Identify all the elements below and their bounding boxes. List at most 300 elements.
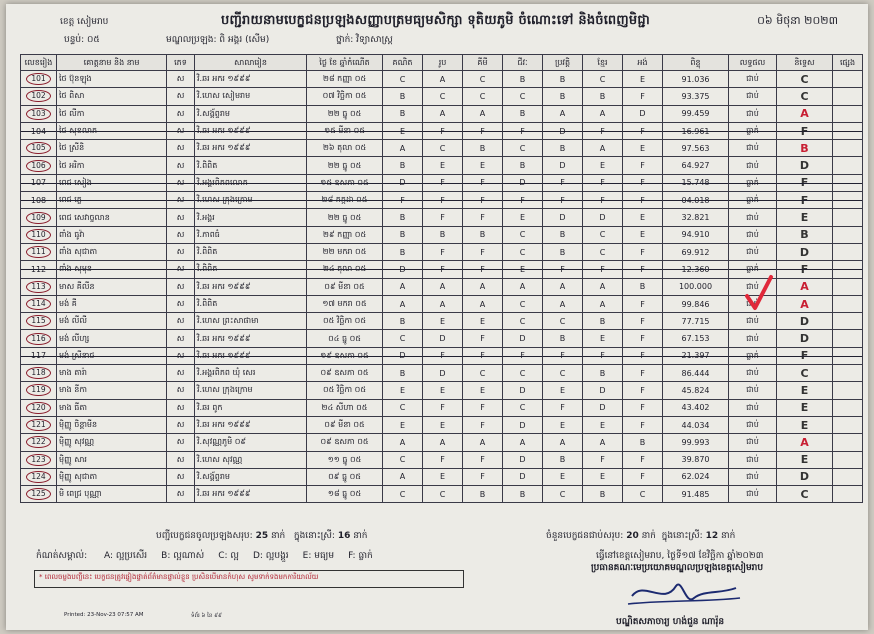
subject-grade: F [583, 192, 623, 209]
table-row [21, 486, 863, 503]
overall-grade-cell [777, 261, 833, 278]
candidate-school: វិ.អង្គរពិភព ឃុំ សេរ [195, 365, 307, 382]
subject-grade: F [423, 347, 463, 364]
candidate-dob: ០៩ មីនា ០៥ [307, 416, 383, 433]
candidate-school: វិ.ឆរ អករ ១៩៩៩ [195, 71, 307, 88]
subject-grade: F [423, 209, 463, 226]
overall-grade: A [800, 280, 809, 294]
subject-grade: D [423, 365, 463, 382]
remarks-cell [833, 434, 863, 451]
subject-grade: E [383, 416, 423, 433]
row-number: 103 [26, 108, 50, 120]
province-label: ខេត្ត សៀមរាប [60, 17, 109, 27]
total-score: 45.824 [663, 382, 729, 399]
overall-grade: E [800, 418, 809, 432]
legend-item: E: មធ្យម [302, 551, 335, 561]
candidate-dob: ១៥ ឧសភា ០៥ [307, 174, 383, 191]
overall-grade: E [800, 453, 809, 467]
subject-grade: F [623, 313, 663, 330]
overall-grade-cell [777, 71, 833, 88]
row-number: 109 [26, 212, 50, 224]
table-row [21, 468, 863, 485]
total-unit: នាក់ [270, 531, 286, 541]
total-score: 77.715 [663, 313, 729, 330]
remarks-cell [833, 105, 863, 122]
overall-grade-cell [777, 295, 833, 312]
table-row [21, 399, 863, 416]
subject-grade: B [503, 71, 543, 88]
subject-grade: B [383, 88, 423, 105]
candidate-school: វិ.ហេស ព្រះសាផាមា [195, 313, 307, 330]
subject-grade: F [463, 261, 503, 278]
subject-grade: F [623, 399, 663, 416]
row-number: 107 [30, 178, 47, 188]
row-number-cell [21, 261, 57, 278]
total-candidates [156, 530, 368, 543]
subject-grade: B [423, 226, 463, 243]
candidate-name: មាស គីលីន [57, 278, 167, 295]
candidate-name: មាង ធីតា [57, 399, 167, 416]
row-number: 106 [26, 160, 50, 172]
overall-grade-cell [777, 278, 833, 295]
table-body [21, 71, 863, 503]
result-status: ជាប់ [729, 416, 777, 433]
remarks-cell [833, 261, 863, 278]
subject-grade: F [623, 451, 663, 468]
total-score: 67.153 [663, 330, 729, 347]
subject-grade: C [503, 140, 543, 157]
candidate-sex: ស [167, 468, 195, 485]
column-header: អង់ [623, 55, 663, 71]
subject-grade: C [543, 486, 583, 503]
candidate-dob: ០៩ ឧសភា ០៥ [307, 365, 383, 382]
table-row [21, 174, 863, 191]
row-number: 105 [26, 142, 50, 154]
candidate-sex: ស [167, 192, 195, 209]
row-number-cell [21, 243, 57, 260]
result-status: ជាប់ [729, 88, 777, 105]
result-status: ធ្លាក់ [729, 192, 777, 209]
subject-grade: E [623, 226, 663, 243]
candidate-dob: ០៩ ធ្នូ ០៥ [307, 468, 383, 485]
candidate-school: វិ.ហេស សៀមរាម [195, 88, 307, 105]
subject-grade: F [623, 347, 663, 364]
result-status: ជាប់ [729, 313, 777, 330]
remarks-cell [833, 71, 863, 88]
subject-grade: B [543, 451, 583, 468]
results-table [20, 54, 863, 503]
table-row [21, 157, 863, 174]
column-header: ផ្សេង [833, 55, 863, 71]
subject-grade: C [503, 399, 543, 416]
row-number: 122 [26, 436, 50, 448]
candidate-sex: ស [167, 105, 195, 122]
result-status: ជាប់ [729, 71, 777, 88]
row-number-cell [21, 122, 57, 139]
overall-grade: D [799, 159, 810, 173]
subject-grade: D [583, 209, 623, 226]
total-score: 93.375 [663, 88, 729, 105]
subject-grade: B [543, 330, 583, 347]
candidate-dob: ១១ ធ្នូ ០៥ [307, 451, 383, 468]
subject-grade: F [423, 174, 463, 191]
candidate-sex: ស [167, 209, 195, 226]
subject-grade: F [463, 468, 503, 485]
grade-legend [36, 550, 373, 563]
column-header: និទ្ទេស [777, 55, 833, 71]
subject-grade: C [503, 313, 543, 330]
candidate-school: វិ.ឆរ អករ ១៩៩៩ [195, 140, 307, 157]
table-row [21, 278, 863, 295]
row-number: 111 [26, 246, 50, 258]
candidate-school: វិ.ពិពិត [195, 261, 307, 278]
row-number-cell [21, 347, 57, 364]
overall-grade: D [799, 332, 810, 346]
candidate-school: វិ.ឆរ អករ ១៩៩៩ [195, 416, 307, 433]
subject-grade: F [423, 399, 463, 416]
subject-grade: F [623, 295, 663, 312]
row-number: 117 [30, 351, 47, 361]
candidate-school: វិ.ពិពិត [195, 295, 307, 312]
subject-grade: B [543, 226, 583, 243]
remarks-cell [833, 468, 863, 485]
subject-grade: A [583, 105, 623, 122]
subject-grade: F [623, 122, 663, 139]
total-label: បញ្ជីបេក្ខជនចូលប្រឡងសរុប: [156, 531, 253, 541]
remarks-cell [833, 382, 863, 399]
result-status: ជាប់ [729, 365, 777, 382]
candidate-sex: ស [167, 278, 195, 295]
total-score: 44.034 [663, 416, 729, 433]
row-number: 119 [26, 384, 50, 396]
result-status: ជាប់ [729, 451, 777, 468]
column-header: សាលារៀន [195, 55, 307, 71]
subject-grade: E [583, 330, 623, 347]
subject-grade: C [463, 71, 503, 88]
row-number-cell [21, 140, 57, 157]
candidate-name: ពេជ សេវាច្ចលាន [57, 209, 167, 226]
overall-grade: E [800, 383, 809, 397]
row-number-cell [21, 278, 57, 295]
candidate-school: វិ.ភាពធំ [195, 226, 307, 243]
total-score: 39.870 [663, 451, 729, 468]
candidate-name: មាង នីកា [57, 382, 167, 399]
column-header: គណិត [383, 55, 423, 71]
row-number-cell [21, 226, 57, 243]
table-row [21, 365, 863, 382]
subject-grade: A [423, 278, 463, 295]
subject-grade: D [383, 174, 423, 191]
row-number: 121 [26, 419, 50, 431]
overall-grade: A [800, 435, 809, 449]
subject-grade: A [463, 278, 503, 295]
column-header: រូប [423, 55, 463, 71]
subject-grade: E [423, 468, 463, 485]
row-number: 102 [26, 90, 50, 102]
candidate-dob: ១៩ ឧសភា ០៥ [307, 347, 383, 364]
row-number: 101 [26, 73, 50, 85]
total-score: 12.360 [663, 261, 729, 278]
subject-grade: A [383, 434, 423, 451]
total-score: 91.036 [663, 71, 729, 88]
subject-grade: D [423, 330, 463, 347]
subject-grade: C [503, 226, 543, 243]
column-header: ខ្មែរ [583, 55, 623, 71]
row-number-cell [21, 313, 57, 330]
result-status: ជាប់ [729, 278, 777, 295]
female-value: 16 [337, 531, 351, 541]
subject-grade: D [543, 209, 583, 226]
remarks-cell [833, 330, 863, 347]
subject-grade: B [383, 209, 423, 226]
column-header: គីមី [463, 55, 503, 71]
candidate-sex: ស [167, 261, 195, 278]
subject-grade: F [463, 416, 503, 433]
remarks-cell [833, 399, 863, 416]
row-number: 120 [26, 402, 50, 414]
subject-grade: B [383, 365, 423, 382]
candidate-sex: ស [167, 382, 195, 399]
subject-grade: C [383, 71, 423, 88]
subject-grade: E [423, 416, 463, 433]
overall-grade: F [800, 262, 809, 276]
candidate-dob: ១៨ ធ្នូ ០៥ [307, 486, 383, 503]
candidate-sex: ស [167, 174, 195, 191]
overall-grade-cell [777, 88, 833, 105]
signoff-title: ប្រធានគណៈមេប្រយោគមណ្ឌលប្រឡងខេត្តសៀមរាប [591, 563, 764, 573]
subject-grade: F [583, 122, 623, 139]
subject-grade: D [583, 382, 623, 399]
stream-label: ថ្នាក់: វិទ្យាសាស្ត្រ [336, 35, 393, 45]
total-value: 25 [255, 531, 269, 541]
candidate-name: ថៃ សុខលាភ [57, 122, 167, 139]
overall-grade: F [800, 124, 809, 138]
subject-grade: E [463, 313, 503, 330]
subject-grade: F [583, 174, 623, 191]
overall-grade: A [800, 297, 809, 311]
column-header: ជីវៈ [503, 55, 543, 71]
total-score: 86.444 [663, 365, 729, 382]
candidate-name: មិ ពេជ្រ បុណ្ណា [57, 486, 167, 503]
total-score: 97.563 [663, 140, 729, 157]
candidate-school: វិ.ឆរ អករ ១៩៩៩ [195, 330, 307, 347]
candidate-name: ពេជ សៀង [57, 174, 167, 191]
candidate-dob: ២៤ សីហា ០៥ [307, 399, 383, 416]
subject-grade: A [503, 278, 543, 295]
overall-grade-cell [777, 330, 833, 347]
row-number-cell [21, 157, 57, 174]
note-box: * ពេលចម្លងបញ្ជីនេះ បេក្ខជនត្រូវផ្ទៀងផ្ទាត់ព័ត៌មានផ្ទាល់ខ្លួន ប្រសិនបើមានកំហុស សូមទាក់ទងមកការិយាល័យ [34, 570, 464, 588]
remarks-cell [833, 295, 863, 312]
candidate-sex: ស [167, 226, 195, 243]
candidate-school: វិ.ឆរ អករ ១៩៩៩ [195, 347, 307, 364]
subject-grade: A [383, 140, 423, 157]
remarks-cell [833, 451, 863, 468]
subject-grade: A [423, 295, 463, 312]
subject-grade: D [583, 399, 623, 416]
row-number-cell [21, 174, 57, 191]
remarks-cell [833, 226, 863, 243]
subject-grade: B [383, 226, 423, 243]
overall-grade: C [800, 487, 809, 501]
column-header: ភេទ [167, 55, 195, 71]
page-number: ទំព័រ ៦ នៃ ៩៩ [191, 613, 222, 619]
table-row [21, 347, 863, 364]
candidate-sex: ស [167, 347, 195, 364]
subject-grade: B [463, 486, 503, 503]
subject-grade: F [583, 347, 623, 364]
subject-grade: F [583, 451, 623, 468]
overall-grade-cell [777, 243, 833, 260]
row-number: 123 [26, 454, 50, 466]
result-status: ជាប់ [729, 243, 777, 260]
subject-grade: B [503, 105, 543, 122]
subject-grade: D [503, 330, 543, 347]
total-score: 62.024 [663, 468, 729, 485]
candidate-name: មាង តារ៉ា [57, 365, 167, 382]
result-status: ធ្លាក់ [729, 347, 777, 364]
table-row [21, 382, 863, 399]
table-row [21, 192, 863, 209]
subject-grade: F [463, 192, 503, 209]
result-status: ជាប់ [729, 226, 777, 243]
subject-grade: B [623, 278, 663, 295]
row-number-cell [21, 365, 57, 382]
row-number-cell [21, 105, 57, 122]
subject-grade: A [583, 295, 623, 312]
candidate-school: វិ.ឆរ អករ ១៩៩៩ [195, 122, 307, 139]
row-number-cell [21, 295, 57, 312]
overall-grade-cell [777, 140, 833, 157]
subject-grade: E [543, 468, 583, 485]
sheet-date: ០៦ មិថុនា ២០២៣ [757, 14, 838, 27]
candidate-dob: ០៤ ធ្នូ ០៥ [307, 330, 383, 347]
subject-grade: F [503, 192, 543, 209]
candidate-dob: ១៥ មីនា ០៥ [307, 122, 383, 139]
subject-grade: E [423, 313, 463, 330]
table-row [21, 71, 863, 88]
candidate-sex: ស [167, 243, 195, 260]
candidate-school: វិ.សង្គ័ព្ទរាម [195, 105, 307, 122]
candidate-name: ម៉ិញ្ញូ សុវណ្ណ [57, 434, 167, 451]
subject-grade: B [463, 140, 503, 157]
subject-grade: E [543, 416, 583, 433]
result-status: ជាប់ [729, 468, 777, 485]
overall-grade: B [800, 228, 809, 242]
total-score: 69.912 [663, 243, 729, 260]
subject-grade: A [543, 295, 583, 312]
candidate-name: ថៃ លីកា [57, 105, 167, 122]
overall-grade-cell [777, 226, 833, 243]
candidate-name: ម៉ិញ្ញូ សុជាតា [57, 468, 167, 485]
subject-grade: E [423, 157, 463, 174]
subject-grade: E [543, 382, 583, 399]
column-header: លេខរៀង [21, 55, 57, 71]
candidate-school: វិ.ឆរ អករ ១៩៩៩ [195, 486, 307, 503]
signoff-place-date: ធ្វើនៅខេត្តសៀមរាប, ថ្ងៃទី១៧ ខែវិច្ឆិកា ឆ្នាំ២០២៣ [596, 551, 764, 561]
total-score: 43.402 [663, 399, 729, 416]
remarks-cell [833, 88, 863, 105]
result-status: ជាប់ [729, 209, 777, 226]
overall-grade-cell [777, 382, 833, 399]
female-label: ក្នុងនោះស្រី: [293, 531, 335, 541]
candidate-dob: ១៧ មករា ០៥ [307, 295, 383, 312]
signature-icon [624, 576, 744, 612]
subject-grade: D [383, 261, 423, 278]
pass-unit: នាក់ [641, 531, 656, 541]
subject-grade: C [463, 365, 503, 382]
subject-grade: A [423, 105, 463, 122]
subject-grade: B [543, 71, 583, 88]
candidate-name: មង់ លីហ្ស [57, 330, 167, 347]
overall-grade: E [800, 401, 809, 415]
subject-grade: A [583, 434, 623, 451]
subject-grade: F [623, 192, 663, 209]
subject-grade: F [423, 192, 463, 209]
subject-grade: B [383, 243, 423, 260]
candidate-name: ពាំង សុមុន [57, 261, 167, 278]
subject-grade: F [463, 330, 503, 347]
legend-items [90, 551, 373, 561]
subject-grade: D [503, 382, 543, 399]
subject-grade: A [583, 140, 623, 157]
result-status: ជាប់ [729, 140, 777, 157]
column-header: លទ្ធផល [729, 55, 777, 71]
subject-grade: C [503, 243, 543, 260]
legend-label: កំណត់សម្គាល់: [36, 551, 88, 561]
candidate-name: ម៉ិញ្ញូ សារ [57, 451, 167, 468]
row-number: 112 [30, 264, 47, 274]
pass-female-value: 12 [705, 531, 719, 541]
candidate-name: ពាំង ធូវ៉ា [57, 226, 167, 243]
subject-grade: B [583, 313, 623, 330]
remarks-cell [833, 313, 863, 330]
candidate-school: វិ.សុវណ្ណភូមិ ០៩ [195, 434, 307, 451]
result-status: ជាប់ [729, 157, 777, 174]
table-row [21, 140, 863, 157]
subject-grade: C [383, 486, 423, 503]
candidate-name: ពាំង សុជាតា [57, 243, 167, 260]
candidate-dob: ២៨ កញ្ញា ០៥ [307, 71, 383, 88]
row-number-cell [21, 434, 57, 451]
subject-grade: A [383, 295, 423, 312]
result-status: ជាប់ [729, 105, 777, 122]
subject-grade: D [383, 347, 423, 364]
subject-grade: C [383, 451, 423, 468]
row-number: 118 [26, 367, 50, 379]
remarks-cell [833, 140, 863, 157]
overall-grade: F [800, 176, 809, 190]
subject-grade: C [383, 399, 423, 416]
candidate-sex: ស [167, 451, 195, 468]
candidate-name: មង់ គី [57, 295, 167, 312]
overall-grade-cell [777, 365, 833, 382]
subject-grade: B [543, 88, 583, 105]
result-status: ជាប់ [729, 434, 777, 451]
candidate-dob: ២២ ធ្នូ ០៥ [307, 209, 383, 226]
row-number-cell [21, 88, 57, 105]
remarks-cell [833, 243, 863, 260]
subject-grade: E [423, 382, 463, 399]
candidate-sex: ស [167, 122, 195, 139]
subject-grade: F [623, 416, 663, 433]
total-score: 15.748 [663, 174, 729, 191]
legend-item: D: ល្អបង្គួរ [252, 551, 289, 561]
row-number: 115 [26, 315, 50, 327]
subject-grade: F [543, 347, 583, 364]
overall-grade: F [800, 193, 809, 207]
column-header: ថ្ងៃ ខែ ឆ្នាំកំណើត [307, 55, 383, 71]
